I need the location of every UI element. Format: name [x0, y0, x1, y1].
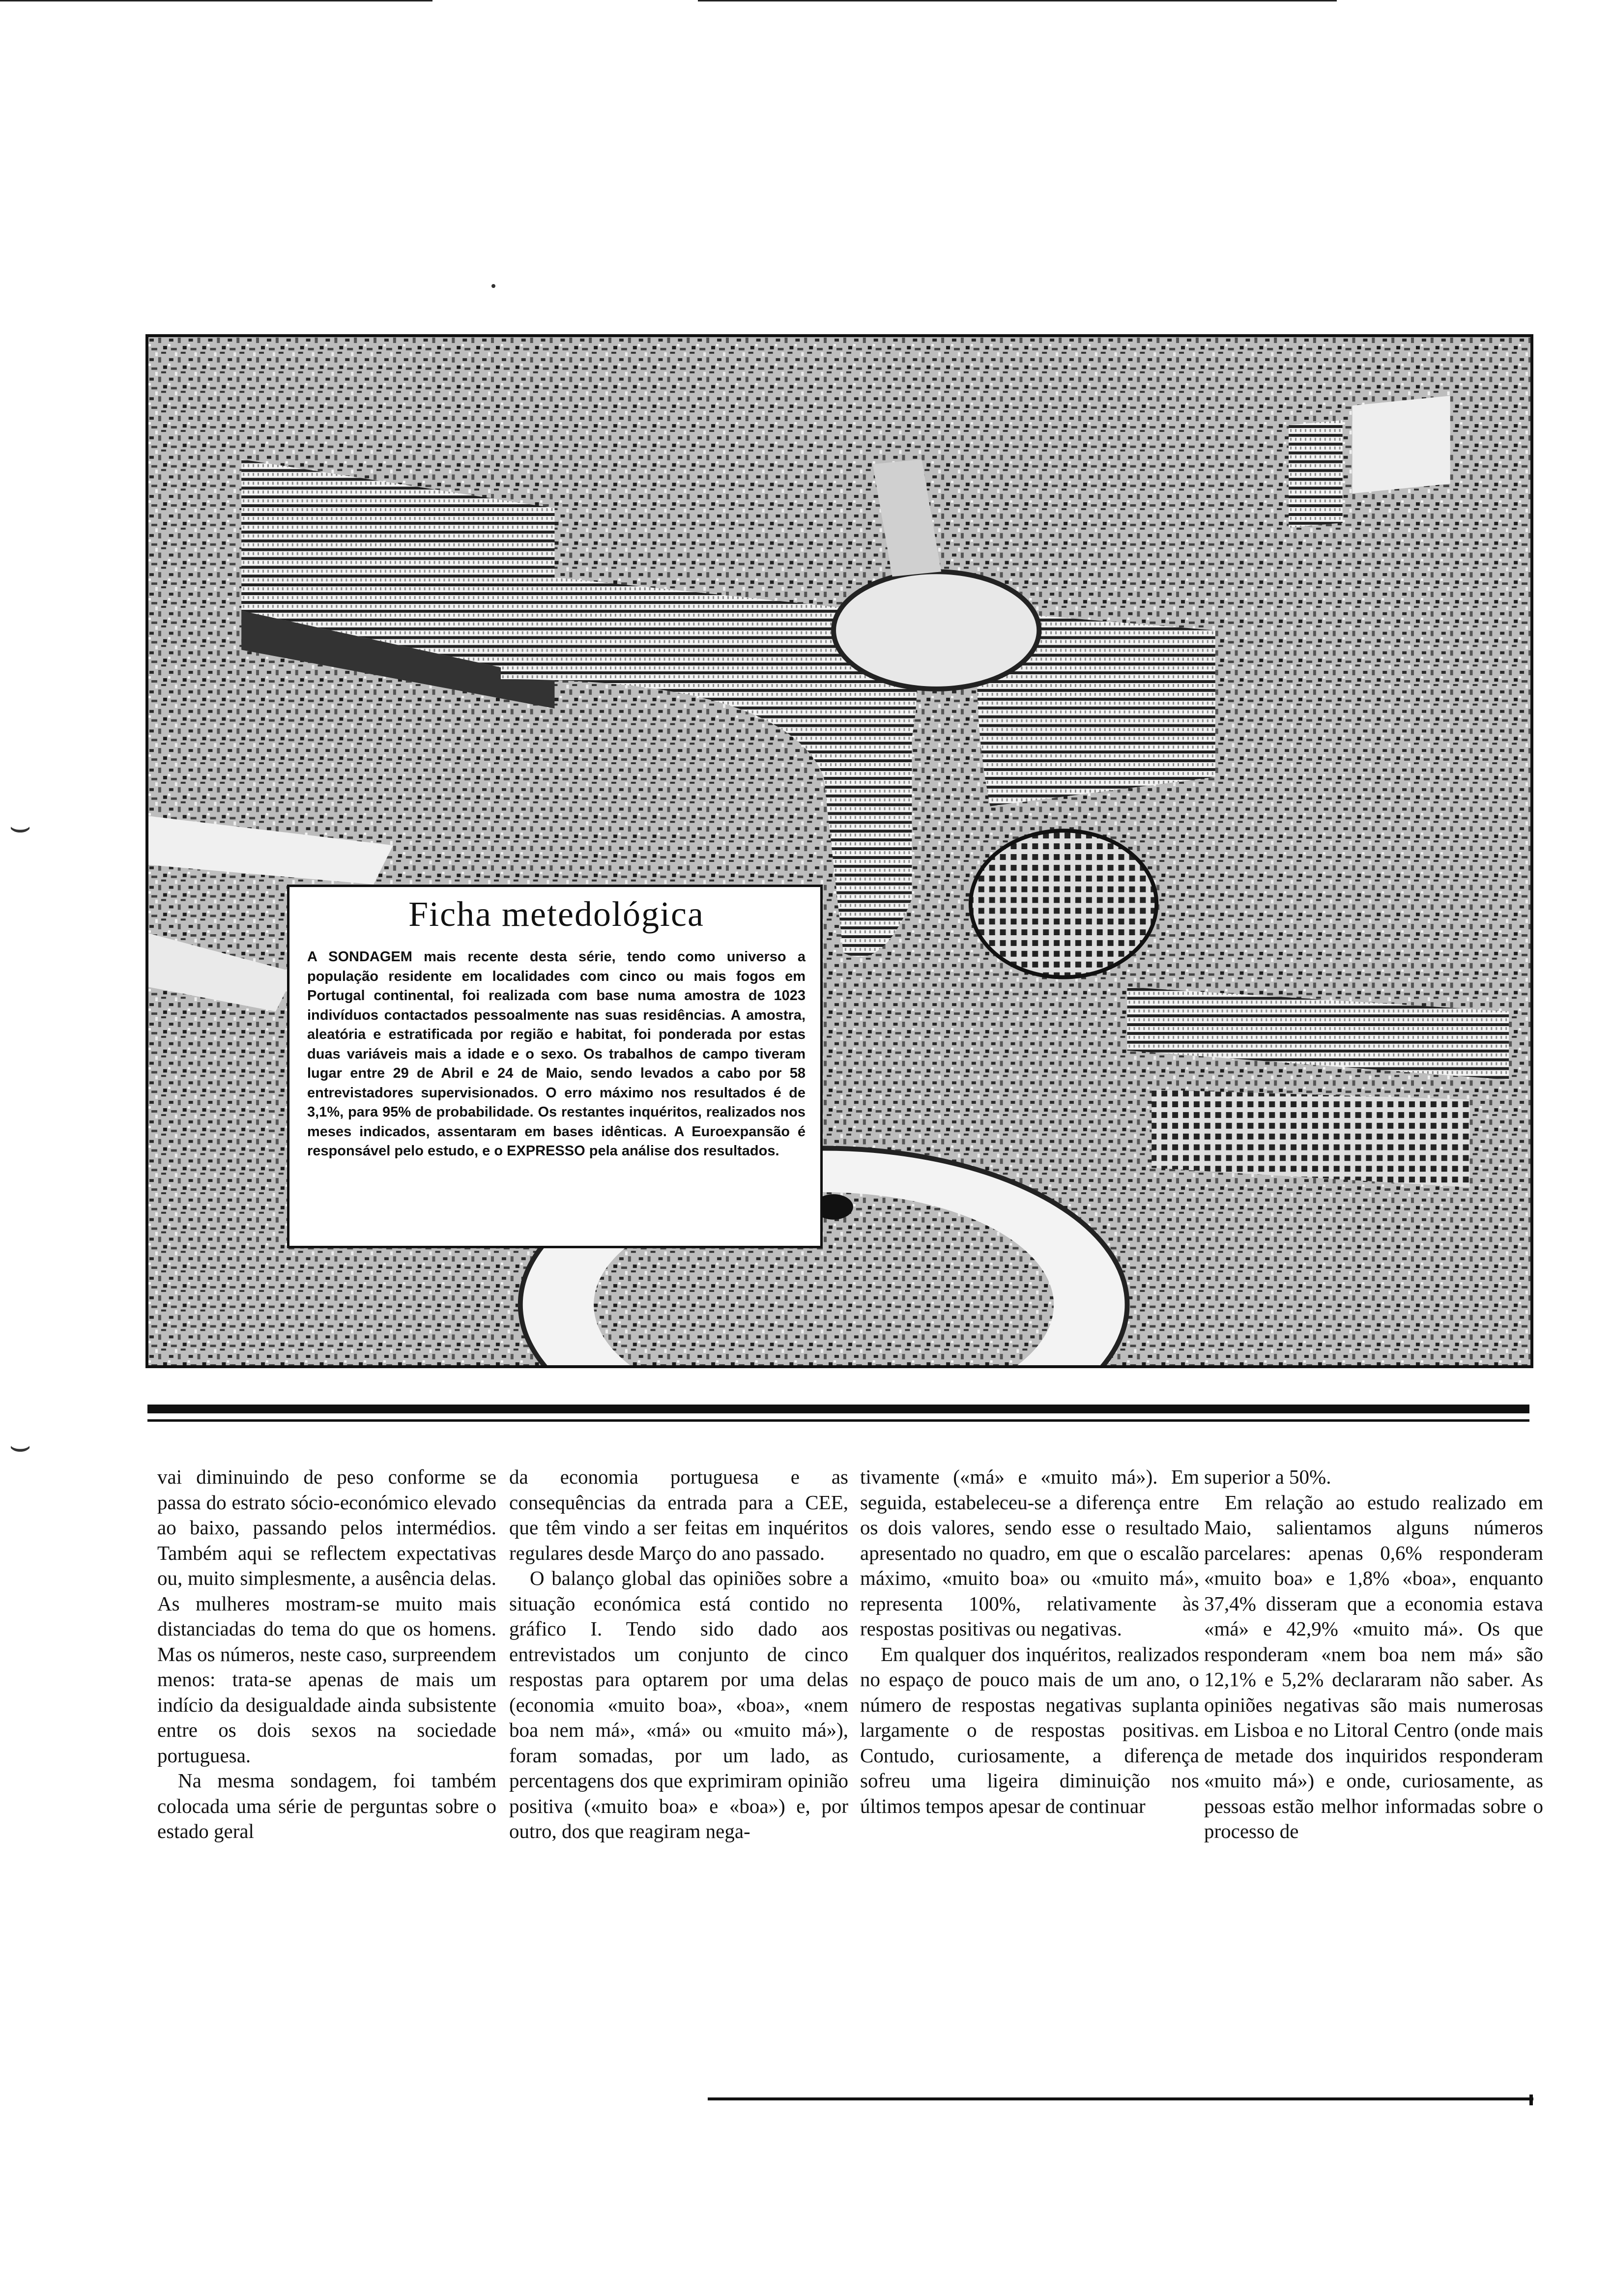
- methodology-caption-box: [287, 885, 823, 1248]
- article-column-2: [509, 1464, 848, 1844]
- article-column-3: [860, 1464, 1199, 1819]
- paragraph: da economia portuguesa e as consequências da entrada para a CEE, que têm vindo a ser feitas em inquéritos regulares desde Março do ano passado.: [509, 1465, 848, 1564]
- top-edge-line: [0, 0, 432, 1]
- article-column-1: [157, 1464, 496, 1844]
- caption-title: Ficha metedológica: [408, 894, 704, 934]
- binder-mark: ⌣: [9, 1425, 32, 1465]
- section-divider-thin: [147, 1419, 1529, 1422]
- section-divider-thick: [147, 1405, 1529, 1413]
- article-column-4: [1204, 1464, 1543, 1844]
- paragraph: O balanço global das opiniões sobre a situação económica está contido no gráfico I. Tendo sido dado aos entrevistados um conjunto de cinco respostas para optarem por uma delas (economia «muito boa», «boa», «nem boa nem má», «má» ou «muito má»), foram somadas, por um lado, as percentagens dos que exprimiram opinião positiva («muito boa» e «boa») e, por outro, dos que reagiram nega-: [509, 1567, 848, 1842]
- binder-mark: ⌣: [9, 806, 32, 846]
- top-edge-line: [698, 0, 1337, 1]
- caption-text: A SONDAGEM mais recente desta série, tendo como universo a população residente em localidades com cinco ou mais fogos em Portugal continental, foi realizada com base numa amostra de 1023 indivíduos contactados pessoalmente nas suas residências. A amostra, aleatória e estratificada por região e habitat, foi ponderada por estas duas variáveis mais a idade e o sexo. Os trabalhos de campo tiveram lugar entre 29 de Abril e 24 de Maio, sendo levados a cabo por 58 entrevistadores supervisionados. O erro máximo nos resultados é de 3,1%, para 95% de probabilidade. Os restantes inquéritos, realizados nos meses indicados, assentaram em bases idênticas. A Euroexpansão é responsável pelo estudo, e o EXPRESSO pela análise dos resultados.: [307, 949, 806, 1159]
- bottom-rule-end: [1529, 2095, 1533, 2105]
- scan-speck: [491, 284, 495, 288]
- paragraph: Na mesma sondagem, foi também colocada uma série de perguntas sobre o estado geral: [157, 1769, 496, 1842]
- paragraph: Em relação ao estudo realizado em Maio, salientamos alguns números parcelares: apenas 0,6% responderam «muito boa» e 1,8% «boa», enquanto 37,4% disseram que a economia estava «má» e 42,9% «muito má». Os que responderam «nem boa nem má» são 12,1% e 5,2% declararam não saber. As opiniões negativas são mais numerosas em Lisboa e no Litoral Centro (onde mais de metade dos inquiridos responderam «muito má») e onde, curiosamente, as pessoas estão melhor informadas sobre o processo de: [1204, 1491, 1543, 1842]
- paragraph: vai diminuindo de peso conforme se passa do estrato sócio-económico elevado ao baixo, passando pelos intermédios. Também aqui se reflectem expectativas ou, muito simplesmente, a ausência delas. As mulheres mostram-se muito mais distanciadas do tema do que os homens. Mas os números, neste caso, surpreendem menos: trata-se apenas de mais um indício da desigualdade ainda subsistente entre os dois sexos na sociedade portuguesa.: [157, 1465, 496, 1767]
- bottom-rule: [708, 2097, 1533, 2100]
- paragraph: superior a 50%.: [1204, 1465, 1331, 1488]
- paragraph: tivamente («má» e «muito má»). Em seguida, estabeleceu-se a diferença entre os dois valores, sendo esse o resultado apresentado no quadro, em que o escalão máximo, «muito boa» ou «muito má», representa 100%, relativamente às respostas positivas ou negativas.: [860, 1465, 1199, 1640]
- paragraph: Em qualquer dos inquéritos, realizados no espaço de pouco mais de um ano, o número de respostas negativas suplanta largamente o de respostas positivas. Contudo, curiosamente, a diferença sofreu uma ligeira diminuição nos últimos tempos apesar de continuar: [860, 1642, 1199, 1817]
